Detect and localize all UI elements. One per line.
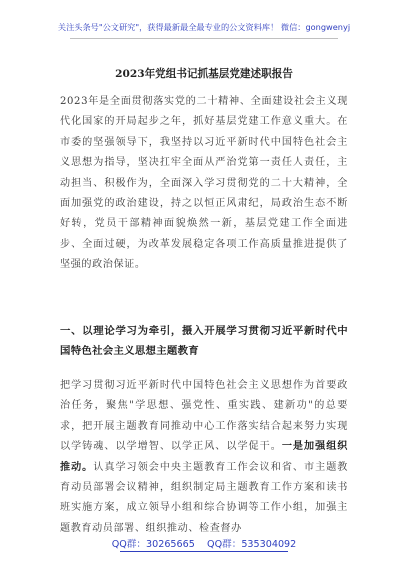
section-body-paragraph xyxy=(60,376,348,539)
section-heading: 一、以理论学习为牵引，摄入开展学习贯彻习近平新时代中国特色社会主义思想主题教育 xyxy=(60,325,348,357)
document-title: 2023年党组书记抓基层党建述职报告 xyxy=(115,68,293,80)
section-body-bold-phrase: 一是加强组织推动。 xyxy=(60,441,348,473)
footer-contact: QQ群：30265665 QQ群：535304092 xyxy=(111,539,297,550)
intro-paragraph: 2023年是全面贯彻落实党的二十精神、全面建设社会主义现代化国家的开局起步之年，抓好基层党建工作意义重大。在市委的坚强领导下，我坚持以习近平新时代中国特色社会主义思想为指导，坚决扛牢全面从严治党第一责任人责任，主动担当、积极作为，全面深入学习贯彻党的二十大精神，全面加强党的政治建设，持之以恒正风肃纪，局政治生态不断好转，党员干部精神面貌焕然一新，基层党建工作全面进步、全面过硬，为改革发展稳定各项工作高质量推进提供了坚强的政治保证。 xyxy=(60,96,348,271)
header-banner: 关注头条号"公文研究"，获得最新最全最专业的公文资料库！ 微信：gongwenyj xyxy=(57,22,351,32)
section-body-lead: 把学习贯彻习近平新时代中国特色社会主义思想作为首要政治任务，聚焦"学思想、强党性、重实践、建新功"的总要求，把开展主题教育同推动中心工作落实结合起来努力实现以学铸魂、以学增智、以学正风、以学促干。 xyxy=(60,380,348,453)
header-divider xyxy=(70,38,338,39)
section-body-rest: 认真学习领会中央主题教育工作会议和省、市主题教育动员部署会议精神，组织制定局主题教育工作方案和读书班实施方案，成立领导小组和综合协调等工作小组，加强主题教育动员部署、组织推动、检查督办 xyxy=(60,461,348,534)
footer-divider xyxy=(120,551,288,552)
